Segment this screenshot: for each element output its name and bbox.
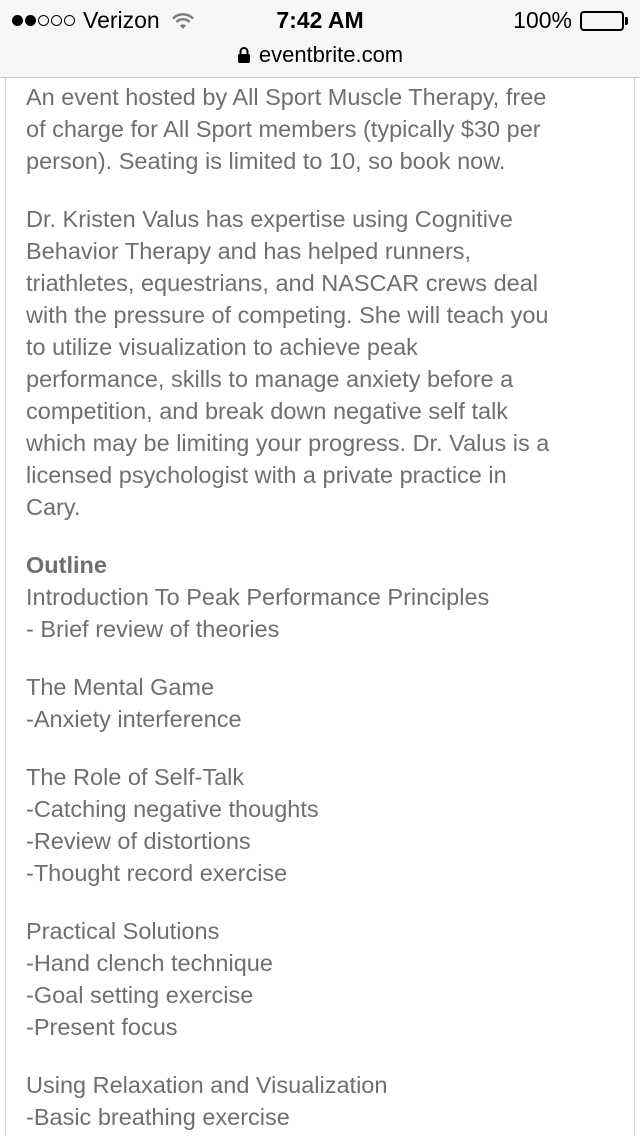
outline-section-title: The Mental Game [26, 674, 215, 700]
page-content [0, 78, 640, 1136]
frame-border-right [634, 78, 635, 1136]
bio-line: which may be limiting your progress. Dr. Valus is a [26, 430, 550, 456]
intro-line: of charge for All Sport members (typically $30 per [26, 116, 541, 142]
outline-item: -Present focus [26, 1014, 178, 1040]
outline-section-intro [26, 549, 616, 645]
outline-section-title: Using Relaxation and Visualization [26, 1072, 388, 1098]
outline-section-practical [26, 915, 616, 1043]
url-bar[interactable] [0, 40, 640, 78]
intro-line: person). Seating is limited to 10, so book now. [26, 148, 506, 174]
lock-icon [237, 46, 251, 64]
outline-item: -Goal setting exercise [26, 982, 254, 1008]
intro-paragraph [26, 81, 616, 177]
bio-line: with the pressure of competing. She will teach you [26, 302, 549, 328]
bio-line: competition, and break down negative self talk [26, 398, 509, 424]
bio-line: licensed psychologist with a private practice in [26, 462, 507, 488]
status-bar [0, 0, 640, 40]
outline-section-self-talk [26, 761, 616, 889]
outline-heading: Outline [26, 552, 107, 578]
outline-section-title: Introduction To Peak Performance Principles [26, 584, 490, 610]
outline-item: -Thought record exercise [26, 860, 288, 886]
outline-section-title: The Role of Self-Talk [26, 764, 245, 790]
outline-section-title: Practical Solutions [26, 918, 220, 944]
battery-icon [580, 10, 630, 32]
outline-item: - Brief review of theories [26, 616, 280, 642]
bio-paragraph [26, 203, 616, 523]
bio-line: to utilize visualization to achieve peak [26, 334, 418, 360]
bio-line: Dr. Kristen Valus has expertise using Cognitive [26, 206, 513, 232]
carrier-name: Verizon [83, 7, 160, 33]
frame-border-left [5, 78, 6, 1136]
outline-item: -Anxiety interference [26, 706, 242, 732]
outline-item: -Basic breathing exercise [26, 1104, 290, 1130]
bio-line: triathletes, equestrians, and NASCAR crews deal [26, 270, 539, 296]
event-description [26, 81, 616, 1136]
bio-line: Behavior Therapy and has helped runners, [26, 238, 472, 264]
battery-percent: 100% [513, 7, 572, 33]
bio-line: Cary. [26, 494, 81, 520]
outline-item: -Review of distortions [26, 828, 251, 854]
outline-section-relaxation [26, 1069, 616, 1133]
battery-status [513, 7, 630, 34]
outline-item: -Catching negative thoughts [26, 796, 319, 822]
outline-section-mental-game [26, 671, 616, 735]
outline-item: -Hand clench technique [26, 950, 273, 976]
bio-line: performance, skills to manage anxiety before a [26, 366, 514, 392]
intro-line: An event hosted by All Sport Muscle Therapy, free [26, 84, 547, 110]
url-domain[interactable]: eventbrite.com [258, 41, 404, 67]
status-time: 7:42 AM [276, 7, 364, 33]
